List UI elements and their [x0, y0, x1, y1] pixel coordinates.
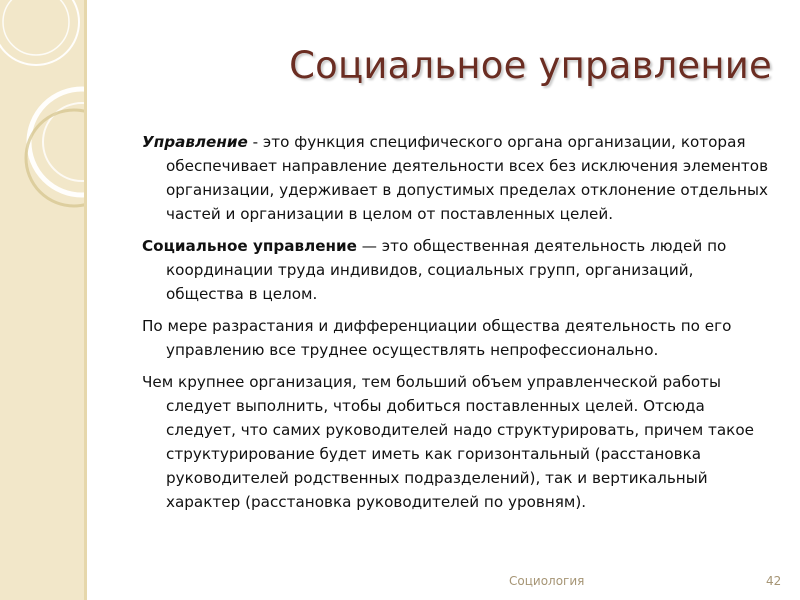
paragraph-text: - это функция специфического органа организации, которая обеспечивает направление деятельности всех без исключения элементов организации, удерживает в допустимых пределах отклонение отдельных частей и организации в целом от поставленных целей. — [166, 133, 769, 223]
paragraph-social-management-definition — [142, 234, 770, 306]
slide-title: Социальное управление — [289, 44, 772, 87]
paragraph-text: — это общественная деятельность людей по координации труда индивидов, социальных групп, организаций, общества в целом. — [166, 237, 727, 303]
slide-content — [142, 130, 770, 522]
term-management: Управление — [142, 133, 248, 151]
footer-subject: Социология — [509, 574, 585, 588]
paragraph-management-definition — [142, 130, 770, 226]
paragraph-organization-structure — [142, 370, 770, 514]
paragraph-text: Чем крупнее организация, тем больший объем управленческой работы следует выполнить, чтобы добиться поставленных целей. Отсюда следует, что самих руководителей надо структурировать, причем такое структурирование будет иметь как горизонтальный (расстановка руководителей родственных подразделений), так и вертикальный характер (расстановка руководителей по уровням). — [142, 373, 754, 511]
side-decoration-strip — [0, 0, 87, 600]
page-number: 42 — [766, 574, 782, 588]
decorative-circles-icon — [0, 0, 87, 600]
paragraph-professionalization — [142, 314, 770, 362]
paragraph-text: По мере разрастания и дифференциации общества деятельность по его управлению все труднее осуществлять непрофессионально. — [142, 317, 732, 359]
term-social-management: Социальное управление — [142, 237, 357, 255]
